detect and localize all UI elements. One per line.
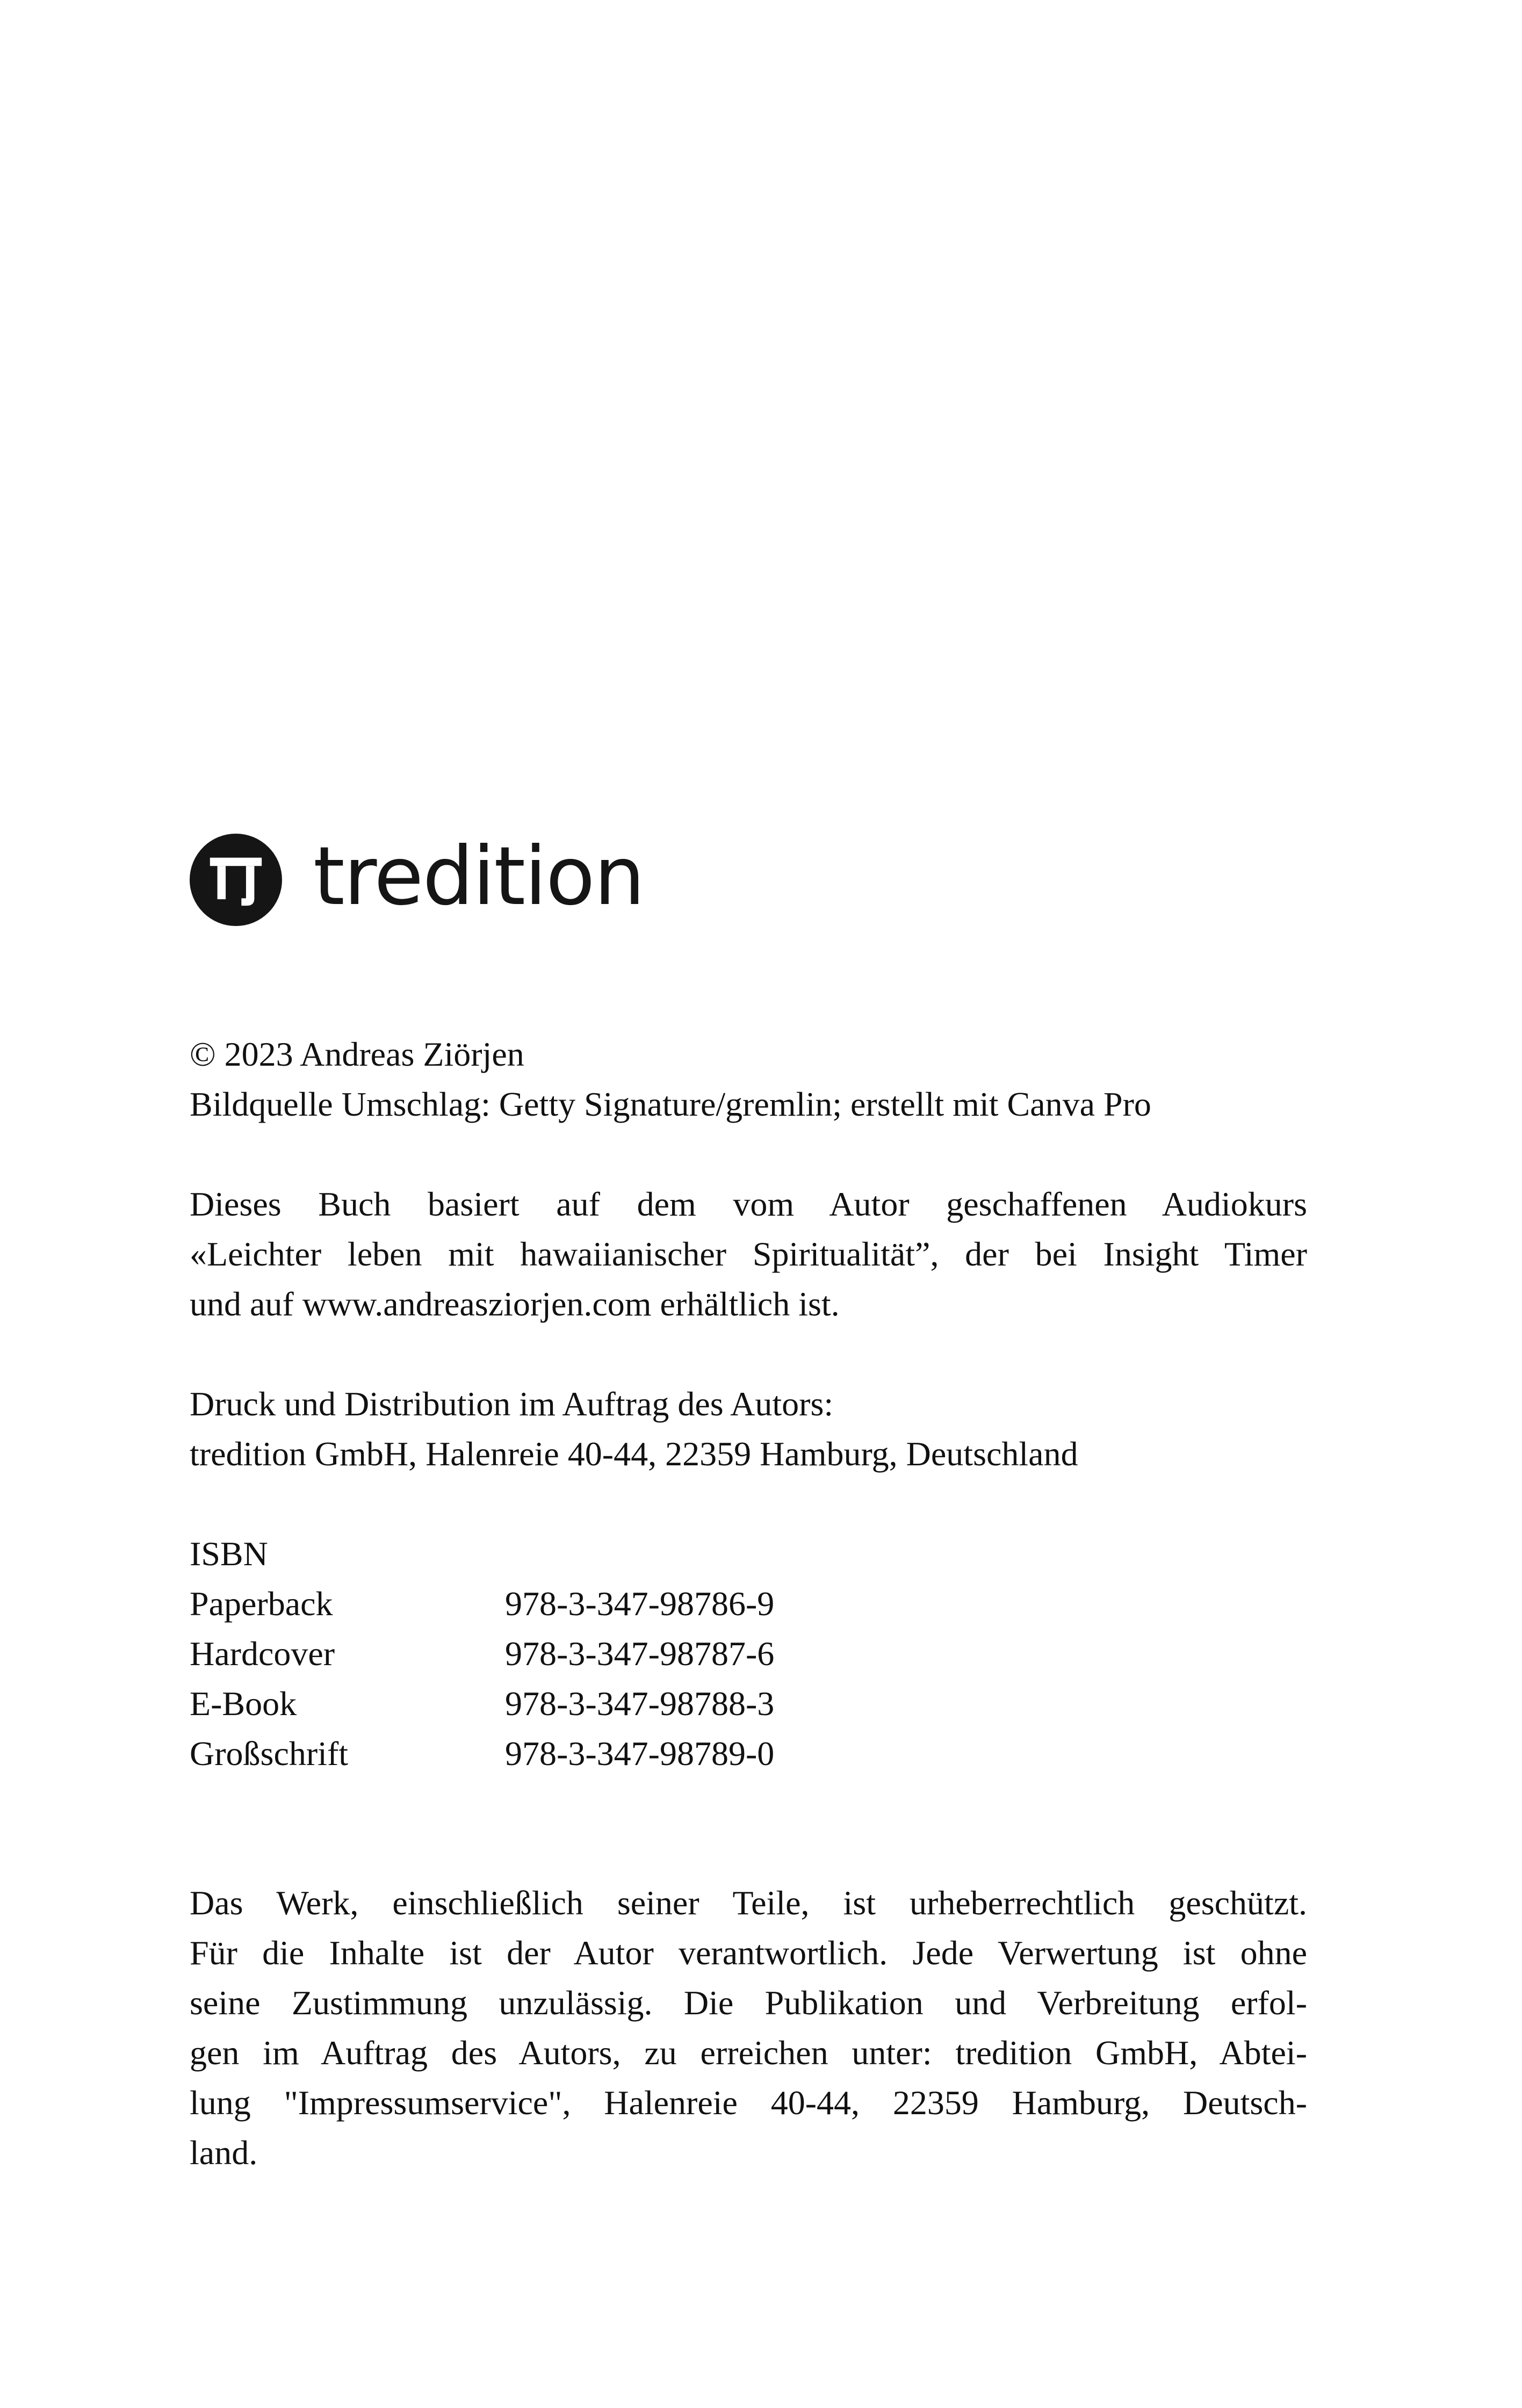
source-note-block	[190, 1179, 1307, 1329]
legal-notice-line: lung "Impressumservice", Halenreie 40-44, 22359 Hamburg, Deutsch-	[190, 2084, 1307, 2122]
isbn-heading: ISBN	[190, 1535, 268, 1573]
legal-notice-line: gen im Auftrag des Autors, zu erreichen unter: tredition GmbH, Abtei-	[190, 2034, 1307, 2072]
source-note-line: Dieses Buch basiert auf dem vom Autor geschaffenen Audiokurs	[190, 1185, 1307, 1223]
image-credit-line: Bildquelle Umschlag: Getty Signature/gremlin; erstellt mit Canva Pro	[190, 1085, 1151, 1123]
print-distribution-block	[190, 1379, 1307, 1479]
source-note-line: und auf www.andreasziorjen.com erhältlich ist.	[190, 1285, 840, 1323]
isbn-format-label: E-Book	[190, 1684, 297, 1723]
print-distribution-line: Druck und Distribution im Auftrag des Autors:	[190, 1385, 834, 1423]
isbn-format-label: Hardcover	[190, 1635, 335, 1673]
isbn-number: 978-3-347-98786-9	[505, 1585, 775, 1623]
isbn-number: 978-3-347-98788-3	[505, 1684, 775, 1723]
isbn-number: 978-3-347-98789-0	[505, 1734, 775, 1773]
isbn-format-label: Paperback	[190, 1585, 333, 1623]
isbn-number: 978-3-347-98787-6	[505, 1635, 775, 1673]
publisher-address-line: tredition GmbH, Halenreie 40-44, 22359 Hamburg, Deutschland	[190, 1435, 1078, 1473]
isbn-block	[190, 1529, 1307, 1778]
source-note-line: «Leichter leben mit hawaiianischer Spiritualität”, der bei Insight Timer	[190, 1235, 1307, 1273]
copyright-block	[190, 1029, 1307, 1129]
publisher-logo	[190, 831, 1307, 928]
copyright-line: © 2023 Andreas Ziörjen	[190, 1035, 524, 1073]
isbn-row	[190, 1729, 1307, 1778]
isbn-row	[190, 1629, 1307, 1679]
legal-notice-block	[190, 1878, 1307, 2178]
isbn-row	[190, 1679, 1307, 1729]
legal-notice-line: Das Werk, einschließlich seiner Teile, ist urheberrechtlich geschützt.	[190, 1884, 1307, 1922]
logo-wordmark: tredition	[313, 830, 644, 923]
tredition-logo-mark-icon	[190, 834, 282, 926]
legal-notice-line: land.	[190, 2134, 258, 2172]
legal-notice-line: Für die Inhalte ist der Autor verantwortlich. Jede Verwertung ist ohne	[190, 1934, 1307, 1972]
legal-notice-line: seine Zustimmung unzulässig. Die Publikation und Verbreitung erfol-	[190, 1984, 1307, 2022]
imprint-page	[190, 831, 1307, 2178]
isbn-row	[190, 1579, 1307, 1629]
isbn-format-label: Großschrift	[190, 1734, 349, 1773]
